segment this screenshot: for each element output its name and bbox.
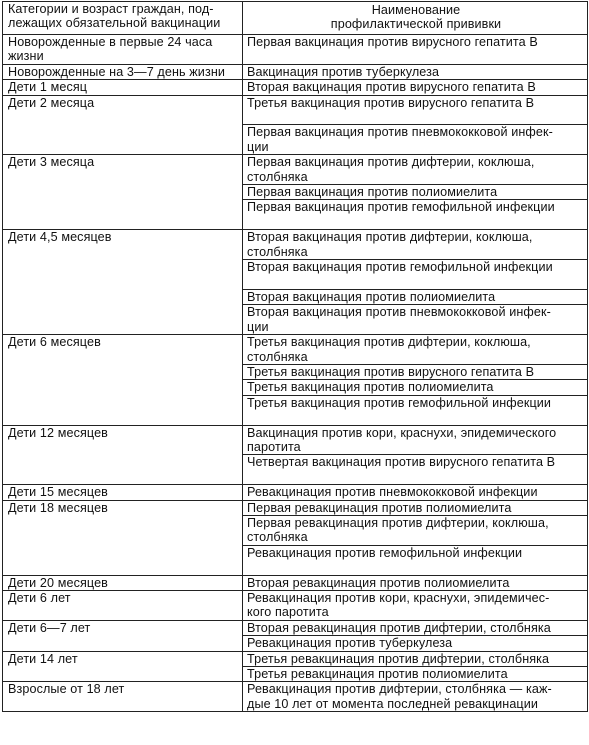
vaccination-cell [243, 95, 588, 125]
cell-text-line: Дети 2 месяца [8, 95, 95, 110]
vaccination-cell [243, 455, 588, 485]
table-body [3, 35, 588, 712]
cell-text-line: Третья вакцинация против вирусного гепатита В [247, 95, 535, 110]
age-category-cell [3, 335, 243, 425]
age-category-cell [3, 500, 243, 575]
table-row [3, 335, 588, 365]
vaccination-cell [243, 395, 588, 425]
cell-text-line: Дети 20 месяцев [8, 575, 108, 590]
vaccination-cell [243, 289, 588, 304]
cell-text-line: Дети 3 месяца [8, 155, 95, 170]
table-row [3, 620, 588, 635]
cell-blank-space [247, 275, 251, 289]
cell-text-line: Третья ревакцинация против полиомиелита [247, 667, 508, 682]
cell-text-line: Вторая вакцинация против вирусного гепатита В [247, 80, 536, 95]
vaccination-cell [243, 125, 588, 155]
cell-text-line: Третья вакцинация против гемофильной инфекции [247, 395, 552, 410]
vaccination-cell [243, 425, 588, 455]
cell-text-line: жизни [8, 49, 44, 64]
cell-text-line: Вторая вакцинация против пневмококковой инфек- [247, 305, 551, 320]
cell-text-line: Третья ревакцинация против дифтерии, столбняка [247, 651, 550, 666]
age-category-cell [3, 155, 243, 230]
cell-text-line: Ревакцинация против туберкулеза [247, 636, 453, 651]
cell-text-line: ции [247, 319, 269, 334]
table-row [3, 682, 588, 712]
table-row [3, 591, 588, 621]
cell-blank-space [247, 410, 251, 424]
cell-text-line: кого паротита [247, 605, 329, 620]
cell-text-line: Ревакцинация против кори, краснухи, эпидемичес- [247, 591, 550, 606]
cell-text-line: Вакцинация против туберкулеза [247, 64, 440, 79]
table-row [3, 80, 588, 95]
cell-text-line: Дети 12 месяцев [8, 425, 108, 440]
header-vaccination-line: Наименование [371, 3, 461, 17]
vaccination-cell [243, 575, 588, 590]
header-categories-line: лежащих обязательной вакцинации [8, 16, 221, 31]
vaccination-cell [243, 335, 588, 365]
cell-blank-space [247, 470, 251, 484]
cell-text-line: Ревакцинация против гемофильной инфекции [247, 545, 523, 560]
table-row [3, 651, 588, 666]
age-category-cell [3, 591, 243, 621]
vaccination-cell [243, 545, 588, 575]
cell-text-line: Вторая ревакцинация против дифтерии, столбняка [247, 620, 551, 635]
table-row [3, 155, 588, 185]
cell-text-line: ции [247, 139, 269, 154]
cell-text-line: Первая вакцинация против вирусного гепатита В [247, 35, 538, 49]
table-row [3, 64, 588, 79]
vaccination-schedule-table [2, 1, 588, 712]
vaccination-cell [243, 185, 588, 200]
cell-text-line: Первая вакцинация против дифтерии, коклюша, [247, 155, 535, 170]
cell-text-line: Дети 18 месяцев [8, 500, 108, 515]
vaccination-cell [243, 651, 588, 666]
vaccination-cell [243, 364, 588, 379]
vaccination-cell [243, 80, 588, 95]
age-category-cell [3, 575, 243, 590]
age-category-cell [3, 620, 243, 651]
cell-text-line: Дети 1 месяц [8, 80, 88, 95]
age-category-cell [3, 230, 243, 335]
cell-text-line: Вторая вакцинация против гемофильной инфекции [247, 260, 553, 275]
cell-text-line: Первая ревакцинация против дифтерии, коклюша, [247, 516, 549, 530]
cell-text-line: Вторая ревакцинация против полиомиелита [247, 575, 510, 590]
table-row [3, 35, 588, 65]
header-vaccination-name [243, 2, 588, 35]
age-category-cell [3, 35, 243, 65]
cell-text-line: столбняка [247, 244, 308, 259]
vaccination-cell [243, 380, 588, 395]
age-category-cell [3, 425, 243, 485]
cell-text-line: столбняка [247, 169, 308, 184]
vaccination-cell [243, 230, 588, 260]
cell-text-line: Дети 6 месяцев [8, 335, 101, 350]
cell-text-line: Вакцинация против кори, краснухи, эпидемического [247, 425, 557, 440]
cell-text-line: Дети 6 лет [8, 591, 71, 606]
age-category-cell [3, 80, 243, 95]
cell-text-line: Взрослые от 18 лет [8, 682, 125, 697]
cell-text-line: дые 10 лет от момента последней ревакцинации [247, 696, 539, 711]
cell-text-line: Дети 15 месяцев [8, 485, 108, 500]
table-row [3, 95, 588, 125]
header-categories-line: Категории и возраст граждан, под- [8, 2, 214, 16]
age-category-cell [3, 682, 243, 712]
vaccination-cell [243, 516, 588, 546]
header-categories [3, 2, 243, 35]
vaccination-cell [243, 591, 588, 621]
age-category-cell [3, 485, 243, 500]
cell-text-line: Новорожденные в первые 24 часа [8, 35, 213, 49]
table-row [3, 575, 588, 590]
cell-text-line: Ревакцинация против дифтерии, столбняка — каж- [247, 682, 552, 697]
vaccination-cell [243, 636, 588, 651]
vaccination-cell [243, 682, 588, 712]
cell-blank-space [247, 215, 251, 229]
vaccination-cell [243, 64, 588, 79]
age-category-cell [3, 64, 243, 79]
cell-text-line: Третья вакцинация против дифтерии, коклюша, [247, 335, 531, 350]
cell-text-line: Вторая вакцинация против дифтерии, коклюша, [247, 230, 533, 245]
cell-blank-space [247, 560, 251, 574]
vaccination-cell [243, 155, 588, 185]
cell-text-line: Первая ревакцинация против полиомиелита [247, 500, 512, 515]
cell-text-line: Дети 14 лет [8, 651, 78, 666]
cell-text-line: Дети 4,5 месяцев [8, 230, 112, 245]
cell-text-line: Третья вакцинация против полиомиелита [247, 380, 494, 395]
cell-text-line: Дети 6—7 лет [8, 620, 91, 635]
cell-text-line: столбняка [247, 530, 308, 545]
table-row [3, 485, 588, 500]
cell-text-line: Ревакцинация против пневмококковой инфекции [247, 485, 538, 500]
vaccination-cell [243, 500, 588, 515]
age-category-cell [3, 651, 243, 682]
cell-text-line: Первая вакцинация против гемофильной инфекции [247, 200, 555, 215]
vaccination-cell [243, 35, 588, 65]
cell-text-line: Новорожденные на 3—7 день жизни [8, 64, 226, 79]
table-row [3, 425, 588, 455]
header-vaccination-line: профилактической прививки [330, 17, 502, 32]
vaccination-cell [243, 620, 588, 635]
cell-text-line: паротита [247, 439, 301, 454]
table-row [3, 500, 588, 515]
vaccination-cell [243, 667, 588, 682]
cell-text-line: столбняка [247, 349, 308, 364]
age-category-cell [3, 95, 243, 155]
vaccination-cell [243, 485, 588, 500]
cell-text-line: Четвертая вакцинация против вирусного гепатита В [247, 455, 556, 470]
vaccination-cell [243, 305, 588, 335]
cell-text-line: Третья вакцинация против вирусного гепатита В [247, 364, 535, 379]
cell-blank-space [247, 110, 251, 124]
cell-text-line: Первая вакцинация против пневмококковой инфек- [247, 125, 553, 140]
table-row [3, 230, 588, 260]
table-header-row [3, 2, 588, 35]
cell-text-line: Вторая вакцинация против полиомиелита [247, 289, 496, 304]
vaccination-cell [243, 200, 588, 230]
document-page [2, 1, 587, 712]
cell-text-line: Первая вакцинация против полиомиелита [247, 185, 498, 200]
vaccination-cell [243, 260, 588, 290]
